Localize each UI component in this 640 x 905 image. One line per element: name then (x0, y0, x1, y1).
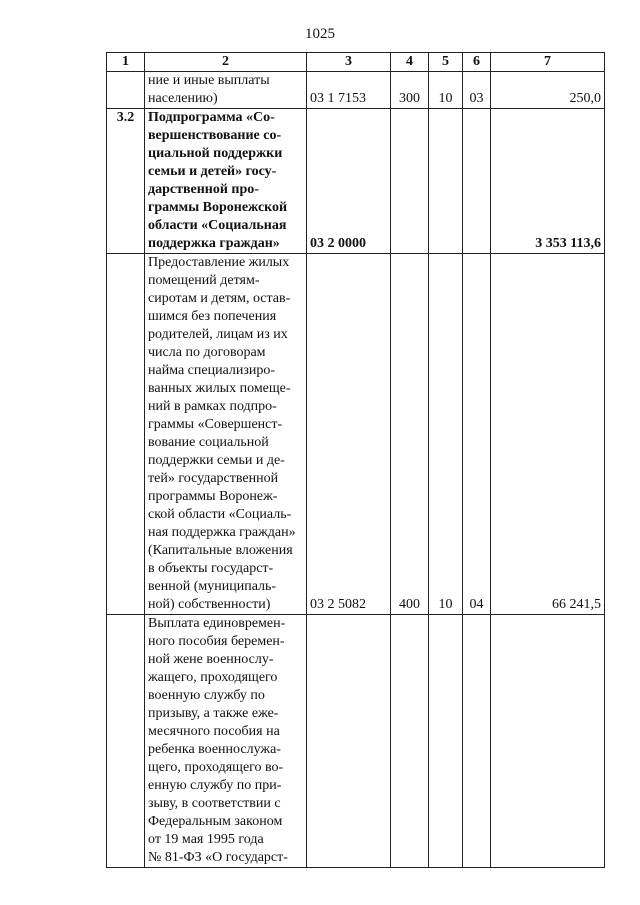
description-line: Предоставление жилых (148, 255, 290, 270)
row-section: 10 (429, 72, 463, 109)
description-line: поддержки семьи и де- (148, 453, 285, 468)
column-header-7: 7 (491, 53, 605, 72)
row-expense-type (391, 109, 429, 254)
description-line: ний в рамках подпро- (148, 399, 277, 414)
column-header-6: 6 (463, 53, 491, 72)
description-line: числа по договорам (148, 345, 266, 360)
description-line: поддержка граждан» (148, 236, 280, 251)
description-line: (Капитальные вложения (148, 543, 293, 558)
description-line: зыву, в соответствии с (148, 796, 281, 811)
description-line: ного пособия беремен- (148, 634, 285, 649)
description-line: призыву, а также еже- (148, 706, 279, 721)
row-expense-type (391, 615, 429, 868)
row-section (429, 615, 463, 868)
description-line: родителей, лицам из их (148, 327, 288, 342)
description-line: программы Воронеж- (148, 489, 278, 504)
description-line: ребенка военнослужа- (148, 742, 281, 757)
row-description (145, 72, 307, 109)
description-line: сиротам и детям, остав- (148, 291, 291, 306)
description-line: найма специализиро- (148, 363, 276, 378)
row-number (107, 254, 145, 615)
description-line: граммы «Совершенст- (148, 417, 283, 432)
row-amount: 66 241,5 (491, 254, 605, 615)
row-amount: 3 353 113,6 (491, 109, 605, 254)
description-line: щего, проходящего во- (148, 760, 284, 775)
row-code: 03 2 5082 (307, 254, 391, 615)
row-section: 10 (429, 254, 463, 615)
description-line: ная поддержка граждан» (148, 525, 296, 540)
header-row (107, 53, 605, 72)
column-header-1: 1 (107, 53, 145, 72)
column-header-5: 5 (429, 53, 463, 72)
column-header-4: 4 (391, 53, 429, 72)
description-line: граммы Воронежской (148, 200, 288, 215)
description-line: от 19 мая 1995 года (148, 832, 264, 847)
row-amount (491, 615, 605, 868)
description-line: дарственной про- (148, 182, 259, 197)
description-line: Подпрограмма «Со- (148, 110, 275, 125)
description-line: семьи и детей» госу- (148, 164, 277, 179)
row-number (107, 72, 145, 109)
description-line: вершенствование со- (148, 128, 282, 143)
table-row (107, 72, 605, 109)
description-line: Федеральным законом (148, 814, 283, 829)
row-amount: 250,0 (491, 72, 605, 109)
description-line: ной) собственности) (148, 597, 271, 612)
row-subsection (463, 615, 491, 868)
row-subsection: 04 (463, 254, 491, 615)
row-description (145, 109, 307, 254)
row-subsection: 03 (463, 72, 491, 109)
budget-table (106, 52, 605, 868)
table-row (107, 109, 605, 254)
description-line: ние и иные выплаты (148, 73, 270, 88)
description-line: циальной поддержки (148, 146, 283, 161)
description-line: тей» государственной (148, 471, 279, 486)
description-line: № 81-ФЗ «О государст- (148, 850, 288, 865)
table-row (107, 615, 605, 868)
description-line: енную службу по при- (148, 778, 282, 793)
row-number: 3.2 (107, 109, 145, 254)
description-line: области «Социальная (148, 218, 287, 233)
row-expense-type: 400 (391, 254, 429, 615)
column-header-2: 2 (145, 53, 307, 72)
row-code: 03 1 7153 (307, 72, 391, 109)
row-expense-type: 300 (391, 72, 429, 109)
description-line: военную службу по (148, 688, 265, 703)
table-row (107, 254, 605, 615)
description-line: месячного пособия на (148, 724, 280, 739)
description-line: ной жене военнослу- (148, 652, 274, 667)
description-line: жащего, проходящего (148, 670, 278, 685)
description-line: венной (муниципаль- (148, 579, 277, 594)
row-code: 03 2 0000 (307, 109, 391, 254)
description-line: шимся без попечения (148, 309, 277, 324)
description-line: ской области «Социаль- (148, 507, 292, 522)
row-section (429, 109, 463, 254)
row-subsection (463, 109, 491, 254)
description-line: в объекты государст- (148, 561, 274, 576)
row-description (145, 615, 307, 868)
description-line: помещений детям- (148, 273, 260, 288)
description-line: населению) (148, 91, 218, 106)
row-code (307, 615, 391, 868)
row-number (107, 615, 145, 868)
page-number: 1025 (305, 26, 335, 42)
row-description (145, 254, 307, 615)
column-header-3: 3 (307, 53, 391, 72)
description-line: вование социальной (148, 435, 269, 450)
description-line: ванных жилых помеще- (148, 381, 291, 396)
description-line: Выплата единовремен- (148, 616, 286, 631)
